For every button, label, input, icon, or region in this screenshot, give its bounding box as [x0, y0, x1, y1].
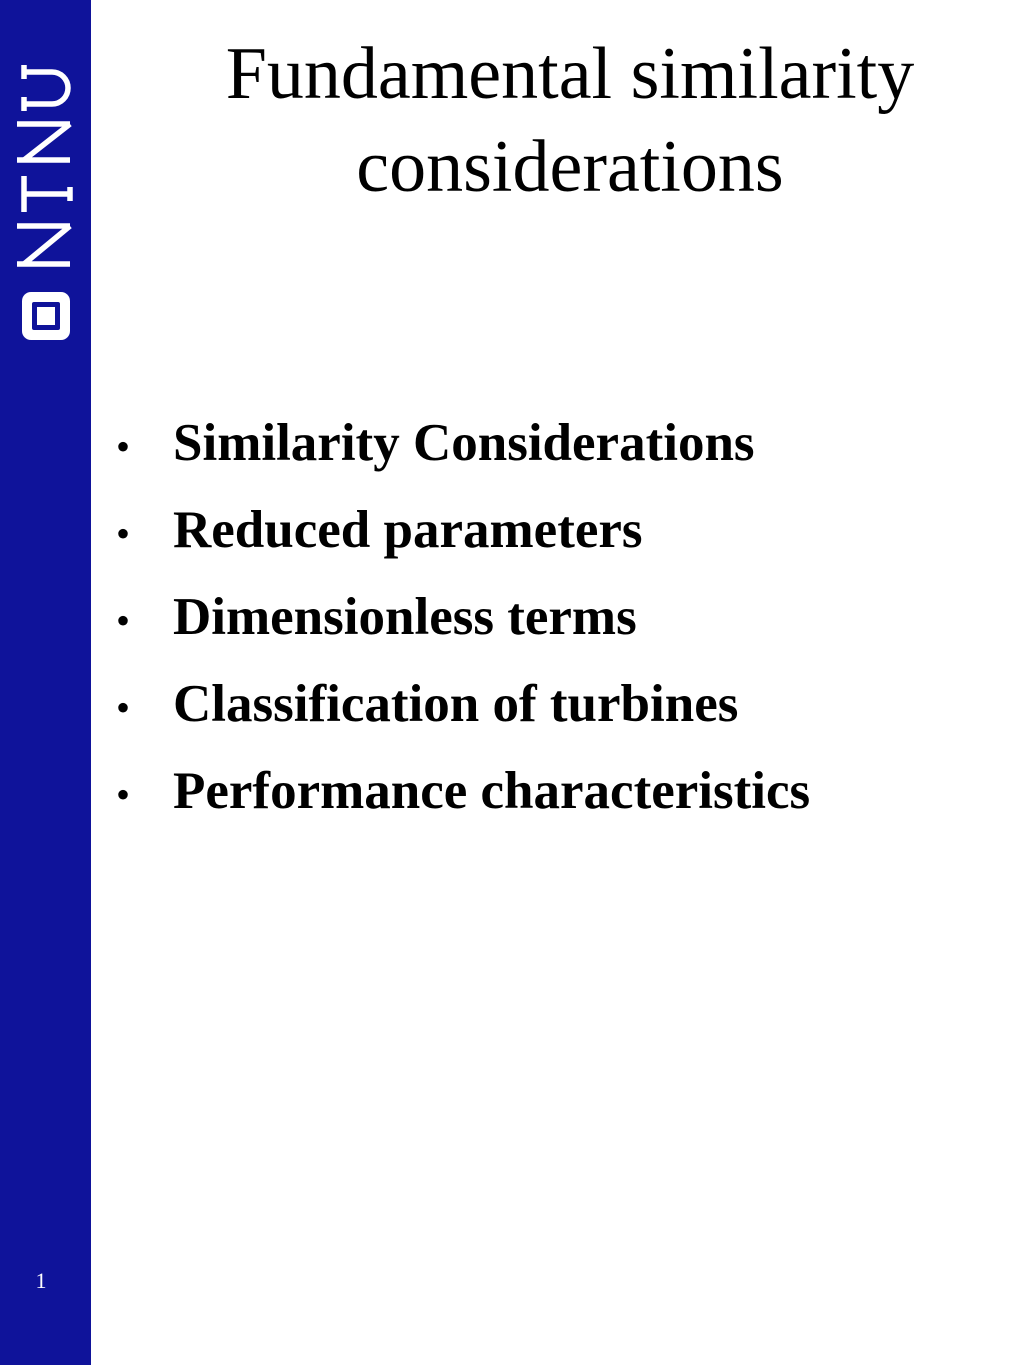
bullet-item: [112, 400, 1012, 487]
slide-number: 1: [35, 1268, 47, 1293]
slide-title-line-2: considerations: [356, 126, 784, 208]
ntnu-logo: [0, 0, 91, 360]
bullet-icon: •: [116, 424, 131, 469]
bullet-text: Classification of turbines: [173, 675, 739, 733]
slide-title: [120, 28, 1020, 214]
bullet-text: Dimensionless terms: [173, 588, 637, 646]
bullet-item: [112, 661, 1012, 748]
bullet-text: Similarity Considerations: [173, 414, 755, 472]
logo-letter-t: [24, 176, 70, 212]
bullet-item: [112, 574, 1012, 661]
bullet-icon: •: [116, 511, 131, 556]
logo-letter-u: [24, 72, 68, 104]
bullet-list: [112, 400, 1012, 835]
bullet-item: [112, 748, 1012, 835]
slide-title-line-1: Fundamental similarity: [225, 33, 915, 115]
logo-letter-n: [24, 124, 70, 160]
bullet-text: Performance characteristics: [173, 762, 811, 820]
bullet-icon: •: [116, 598, 131, 643]
logo-letter-n-2: [24, 226, 70, 264]
bullet-icon: •: [116, 685, 131, 730]
bullet-text: Reduced parameters: [173, 501, 643, 559]
bullet-item: [112, 487, 1012, 574]
bullet-icon: •: [116, 772, 131, 817]
sidebar: [0, 0, 91, 1365]
